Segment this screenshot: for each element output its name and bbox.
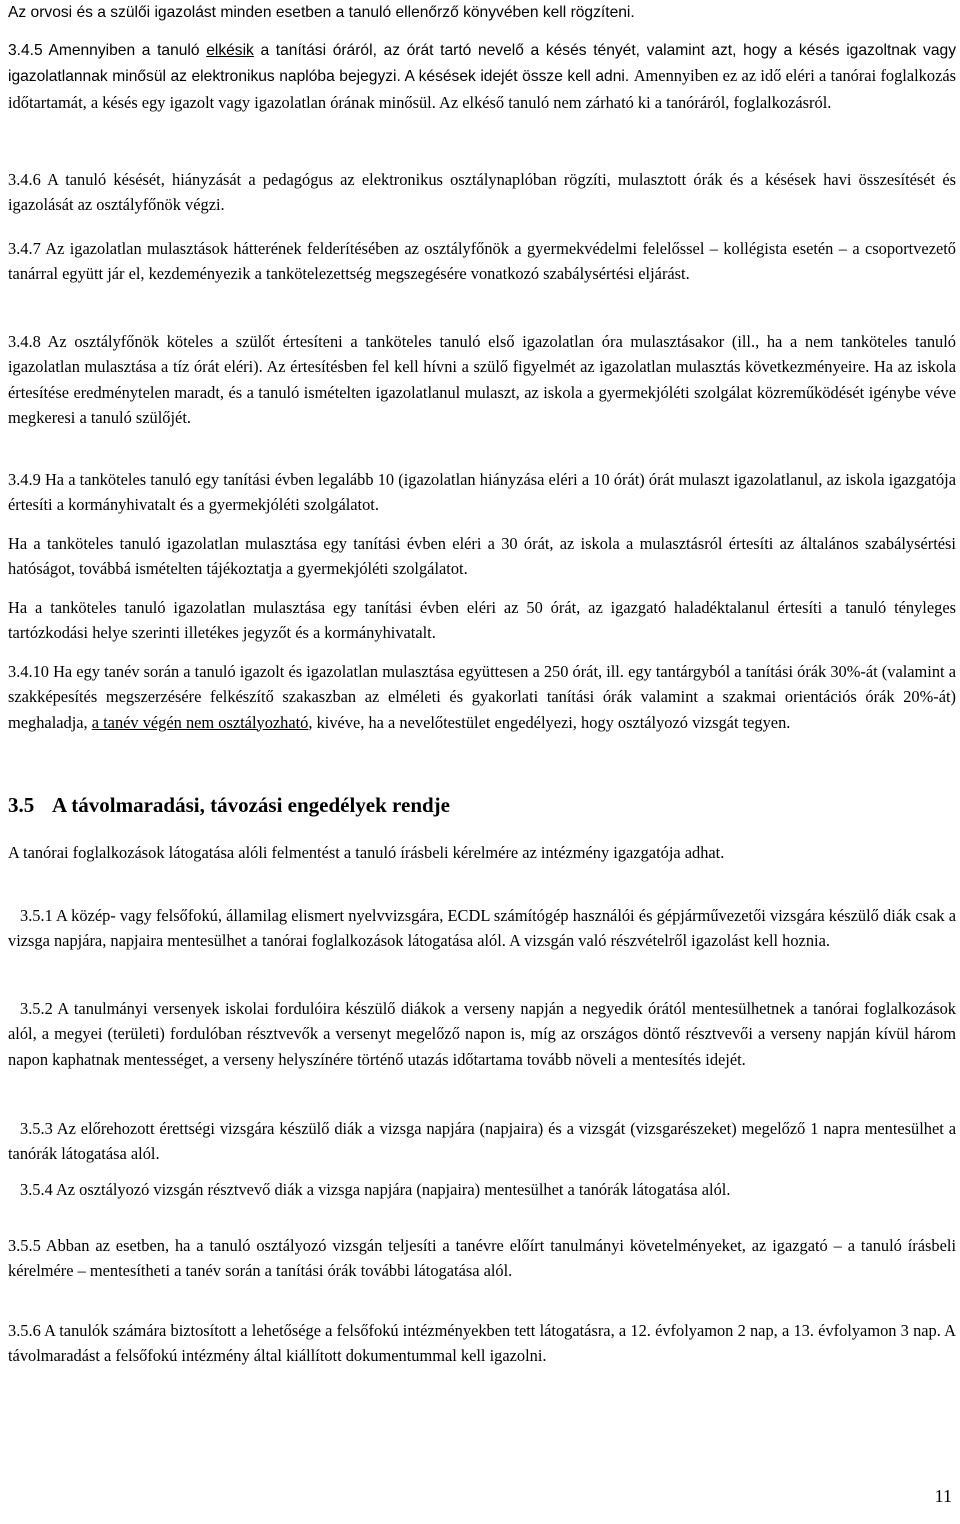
- text-run: , kivéve, ha a nevelőtestület engedélyezi, hogy osztályozó vizsgát tegyen.: [308, 712, 791, 732]
- paragraph-exemption-intro: A tanórai foglalkozások látogatása alóli felmentést a tanuló írásbeli kérelmére az intézmény igazgatója adhat.: [8, 843, 725, 862]
- paragraph-3-4-6: 3.4.6 A tanuló késését, hiányzását a pedagógus az elektronikus osztálynaplóban rögzíti, mulasztott órák és a késések havi összesítését és igazolását az osztályfőnök végzi.: [8, 170, 956, 215]
- section-title: A távolmaradási, távozási engedélyek rendje: [52, 793, 450, 817]
- text-run: a tanítási óráról, az órát tartó nevelő a késés tényét, valamint azt, hogy a késés igazoltnak vagy igazolatlannak minősül az elektronikus naplóba bejegyzi. A késések idejét össze kell adni.: [8, 42, 956, 86]
- section-number: 3.5: [8, 793, 35, 817]
- paragraph-parent-certificate: Az orvosi és a szülői igazolást minden esetben a tanuló ellenőrző könyvében kell rögzíteni.: [8, 4, 635, 21]
- paragraph-3-4-9: 3.4.9 Ha a tanköteles tanuló egy tanítási évben legalább 10 (igazolatlan hiányzása eléri a 10 órát) órát mulaszt igazolatlanul, az iskola igazgatója értesíti a kormányhivatalt és a gyermekjóléti szolgálatot.: [8, 470, 956, 515]
- paragraph-3-5-2: 3.5.2 A tanulmányi versenyek iskolai fordulóira készülő diákok a verseny napján a negyedik órától mentesülhetnek a tanórai foglalkozások alól, a megyei (területi) fordulóban résztvevők a versenyt megelőző napon is, míg az országos döntő résztvevői a verseny napján kívül három napon kaphatnak mentességet, a verseny helyszínére történő utazás időtartama tovább növeli a mentesítés idejét.: [8, 999, 956, 1069]
- paragraph-3-5-3: 3.5.3 Az előrehozott érettségi vizsgára készülő diák a vizsga napjára (napjaira) és a vizsgát (vizsgarészeket) megelőző 1 napra mentesülhet a tanórák látogatása alól.: [8, 1119, 956, 1164]
- page-number: 11: [934, 1486, 952, 1506]
- underlined-phrase: a tanév végén nem osztályozható: [91, 712, 309, 732]
- text-run: 3.4.5 Amennyiben a tanuló: [8, 42, 207, 59]
- paragraph-3-4-7: 3.4.7 Az igazolatlan mulasztások hátterének felderítésében az osztályfőnök a gyermekvédelmi felelőssel – kollégista esetén – a csoportvezető tanárral együtt jár el, kezdeményezik a tankötelezettség megszegésére vonatkozó szabálysértési eljárást.: [8, 239, 956, 284]
- paragraph-3-5-4: 3.5.4 Az osztályozó vizsgán résztvevő diák a vizsga napjára (napjaira) mentesülhet a tanórák látogatása alól.: [20, 1180, 731, 1199]
- text-run: Amennyiben ez az idő eléri a tanórai foglalkozás időtartamát, a késés egy igazolt vagy igazolatlan órának minősül. Az elkéső tanuló nem zárható ki a tanóráról, foglalkozásról.: [8, 66, 956, 112]
- paragraph-30-hours: Ha a tanköteles tanuló igazolatlan mulasztása egy tanítási évben eléri a 30 órát, az iskola a mulasztásról értesíti az általános szabálysértési hatóságot, továbbá ismételten tájékoztatja a gyermekjóléti szolgálatot.: [8, 534, 956, 579]
- paragraph-3-4-5: [8, 38, 956, 116]
- paragraph-50-hours: Ha a tanköteles tanuló igazolatlan mulasztása egy tanítási évben eléri az 50 órát, az igazgató haladéktalanul értesíti a tanuló tényleges tartózkodási helye szerinti illetékes jegyzőt és a kormányhivatalt.: [8, 598, 956, 643]
- paragraph-3-5-5: 3.5.5 Abban az esetben, ha a tanuló osztályozó vizsgán teljesíti a tanévre előírt tanulmányi követelményeket, az igazgató – a tanuló írásbeli kérelmére – mentesítheti a tanév során a tanítási órák további látogatása alól.: [8, 1236, 956, 1281]
- paragraph-3-4-10: [8, 659, 956, 735]
- paragraph-3-5-6: 3.5.6 A tanulók számára biztosított a lehetősége a felsőfokú intézményekben tett látogatásra, a 12. évfolyamon 2 nap, a 13. évfolyamon 3 nap. A távolmaradást a felsőfokú intézmény által kiállított dokumentummal kell igazolni.: [8, 1321, 956, 1366]
- text-run: 3.4.10 Ha egy tanév során a tanuló igazolt és igazolatlan mulasztása együttesen a 250 órát, ill. egy tantárgyból a tanítási órák 30%-át (valamint a szakképesítés megszerzésére felkészítő szakaszban az elméleti és gyakorlati tanítási órák valamint a szakmai orientációs órák 20%-át) meghaladja,: [8, 662, 956, 732]
- paragraph-3-4-8: 3.4.8 Az osztályfőnök köteles a szülőt értesíteni a tanköteles tanuló első igazolatlan óra mulasztásakor (ill., ha a nem tanköteles tanuló igazolatlan mulasztása a tíz órát eléri). Az értesítésben fel kell hívni a szülő figyelmét az igazolatlan mulasztás következményeire. Ha az iskola értesítése eredménytelen maradt, és a tanuló ismételten igazolatlanul mulaszt, az iskola a gyermekjóléti szolgálat közreműködését igénybe véve megkeresi a tanuló szülőjét.: [8, 332, 956, 427]
- section-heading: [8, 790, 450, 820]
- underlined-term: elkésik: [206, 42, 254, 59]
- paragraph-3-5-1: 3.5.1 A közép- vagy felsőfokú, államilag elismert nyelvvizsgára, ECDL számítógép használói és gépjárművezetői vizsgára készülő diák csak a vizsga napjára, napjaira mentesülhet a tanórai foglalkozások látogatása alól. A vizsgán való részvételről igazolást kell hoznia.: [8, 906, 956, 951]
